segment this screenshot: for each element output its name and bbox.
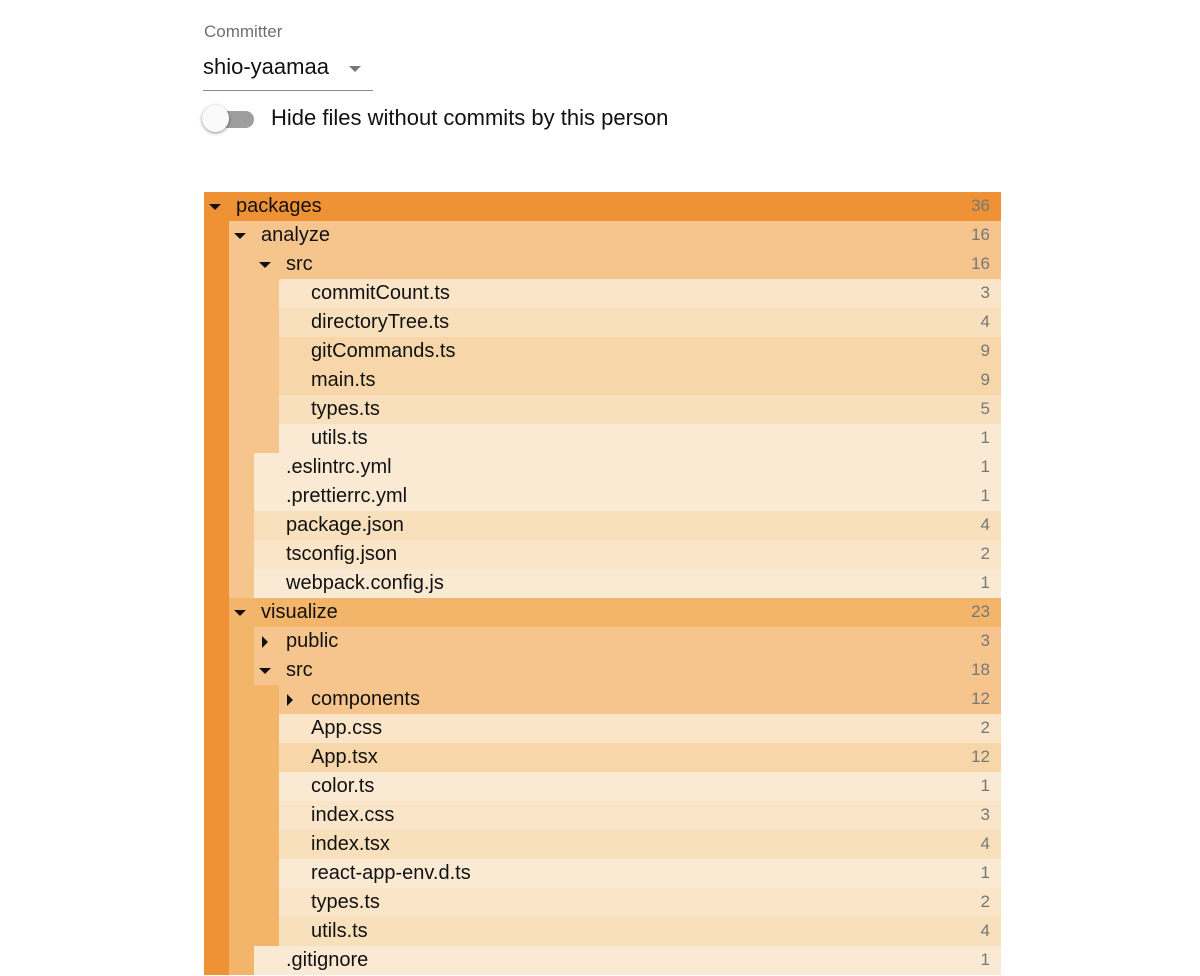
commit-count: 1 bbox=[980, 863, 990, 882]
commit-count: 1 bbox=[980, 573, 990, 592]
tree-item-name: App.css bbox=[311, 717, 383, 739]
tree-indent-guide bbox=[204, 859, 229, 888]
tree-indent-guide bbox=[204, 627, 229, 656]
tree-indent-guide bbox=[204, 772, 229, 801]
tree-indent-guide bbox=[204, 946, 229, 975]
tree-item-name: public bbox=[286, 630, 339, 652]
tree-indent-guide bbox=[229, 308, 254, 337]
tree-indent-guide bbox=[254, 772, 279, 801]
tree-indent-guide bbox=[204, 482, 229, 511]
tree-item-name: directoryTree.ts bbox=[311, 311, 450, 333]
tree-indent-guide bbox=[204, 598, 229, 627]
tree-indent-guide bbox=[254, 801, 279, 830]
tree-item-name: src bbox=[286, 253, 313, 275]
tree-item-name: webpack.config.js bbox=[286, 572, 444, 594]
tree-item-name: analyze bbox=[261, 224, 330, 246]
tree-row-bar bbox=[279, 743, 1001, 772]
commit-count: 9 bbox=[980, 370, 990, 389]
tree-indent-guide bbox=[254, 279, 279, 308]
tree-indent-guide bbox=[229, 250, 254, 279]
caret-down-icon[interactable] bbox=[208, 200, 222, 214]
commit-count: 3 bbox=[980, 805, 990, 824]
commit-count: 3 bbox=[980, 631, 990, 650]
tree-indent-guide bbox=[229, 656, 254, 685]
tree-indent-guide bbox=[254, 830, 279, 859]
tree-file-row[interactable] bbox=[204, 540, 1001, 569]
tree-indent-guide bbox=[229, 627, 254, 656]
tree-row-bar bbox=[254, 627, 1001, 656]
commit-count: 23 bbox=[971, 602, 990, 621]
tree-indent-guide bbox=[229, 366, 254, 395]
tree-indent-guide bbox=[204, 395, 229, 424]
tree-indent-guide bbox=[229, 801, 254, 830]
tree-file-row[interactable] bbox=[204, 714, 1001, 743]
tree-folder-row[interactable] bbox=[204, 627, 1001, 656]
tree-indent-guide bbox=[229, 511, 254, 540]
tree-indent-guide bbox=[204, 366, 229, 395]
tree-file-row[interactable] bbox=[204, 859, 1001, 888]
tree-indent-guide bbox=[229, 830, 254, 859]
tree-item-name: package.json bbox=[286, 514, 404, 536]
tree-indent-guide bbox=[229, 424, 254, 453]
tree-indent-guide bbox=[204, 308, 229, 337]
caret-right-icon[interactable] bbox=[258, 635, 272, 649]
tree-indent-guide bbox=[229, 946, 254, 975]
tree-indent-guide bbox=[229, 888, 254, 917]
tree-indent-guide bbox=[229, 395, 254, 424]
tree-file-row[interactable] bbox=[204, 888, 1001, 917]
tree-indent-guide bbox=[204, 714, 229, 743]
tree-item-name: utils.ts bbox=[311, 920, 368, 942]
tree-indent-guide bbox=[204, 888, 229, 917]
caret-down-icon[interactable] bbox=[233, 606, 247, 620]
tree-indent-guide bbox=[204, 917, 229, 946]
committer-value: shio-yaamaa bbox=[203, 54, 329, 79]
commit-count: 2 bbox=[980, 718, 990, 737]
tree-row-bar bbox=[279, 917, 1001, 946]
tree-indent-guide bbox=[229, 743, 254, 772]
tree-indent-guide bbox=[204, 250, 229, 279]
tree-file-row[interactable] bbox=[204, 279, 1001, 308]
tree-item-name: .prettierrc.yml bbox=[286, 485, 408, 507]
tree-file-row[interactable] bbox=[204, 743, 1001, 772]
commit-count: 1 bbox=[980, 776, 990, 795]
tree-indent-guide bbox=[229, 453, 254, 482]
directory-tree bbox=[204, 192, 1001, 975]
caret-down-icon[interactable] bbox=[258, 258, 272, 272]
tree-row-bar bbox=[279, 888, 1001, 917]
tree-folder-row[interactable] bbox=[204, 192, 1001, 221]
commit-count: 2 bbox=[980, 892, 990, 911]
tree-indent-guide bbox=[229, 917, 254, 946]
commit-count: 2 bbox=[980, 544, 990, 563]
commit-count: 18 bbox=[971, 660, 990, 679]
tree-file-row[interactable] bbox=[204, 917, 1001, 946]
tree-row-bar bbox=[254, 656, 1001, 685]
tree-indent-guide bbox=[254, 366, 279, 395]
tree-indent-guide bbox=[229, 685, 254, 714]
tree-file-row[interactable] bbox=[204, 482, 1001, 511]
chevron-down-icon bbox=[349, 66, 361, 72]
tree-file-row[interactable] bbox=[204, 453, 1001, 482]
tree-file-row[interactable] bbox=[204, 801, 1001, 830]
tree-row-bar bbox=[279, 395, 1001, 424]
committer-label: Committer bbox=[204, 22, 283, 41]
tree-file-row[interactable] bbox=[204, 337, 1001, 366]
tree-file-row[interactable] bbox=[204, 830, 1001, 859]
tree-file-row[interactable] bbox=[204, 424, 1001, 453]
commit-count: 1 bbox=[980, 428, 990, 447]
tree-row-bar bbox=[279, 772, 1001, 801]
tree-indent-guide bbox=[204, 540, 229, 569]
tree-file-row[interactable] bbox=[204, 395, 1001, 424]
commit-count: 16 bbox=[971, 254, 990, 273]
tree-item-name: components bbox=[311, 688, 420, 710]
tree-indent-guide bbox=[229, 337, 254, 366]
tree-indent-guide bbox=[254, 395, 279, 424]
tree-indent-guide bbox=[254, 917, 279, 946]
tree-row-bar bbox=[254, 250, 1001, 279]
commit-count: 16 bbox=[971, 225, 990, 244]
tree-indent-guide bbox=[229, 482, 254, 511]
hide-files-toggle[interactable] bbox=[200, 104, 258, 134]
tree-indent-guide bbox=[204, 337, 229, 366]
tree-indent-guide bbox=[204, 830, 229, 859]
tree-indent-guide bbox=[204, 685, 229, 714]
tree-file-row[interactable] bbox=[204, 946, 1001, 975]
tree-indent-guide bbox=[204, 743, 229, 772]
tree-indent-guide bbox=[254, 743, 279, 772]
tree-indent-guide bbox=[254, 424, 279, 453]
commit-count: 1 bbox=[980, 457, 990, 476]
tree-indent-guide bbox=[229, 569, 254, 598]
tree-row-bar bbox=[229, 598, 1001, 627]
tree-item-name: .eslintrc.yml bbox=[286, 456, 392, 478]
tree-item-name: color.ts bbox=[311, 775, 375, 797]
tree-item-name: src bbox=[286, 659, 313, 681]
tree-indent-guide bbox=[204, 453, 229, 482]
caret-down-icon[interactable] bbox=[233, 229, 247, 243]
tree-indent-guide bbox=[254, 888, 279, 917]
tree-indent-guide bbox=[229, 714, 254, 743]
tree-file-row[interactable] bbox=[204, 772, 1001, 801]
tree-indent-guide bbox=[254, 859, 279, 888]
commit-count: 4 bbox=[980, 312, 990, 331]
tree-item-name: visualize bbox=[261, 601, 338, 623]
commit-count: 4 bbox=[980, 515, 990, 534]
tree-indent-guide bbox=[254, 685, 279, 714]
tree-indent-guide bbox=[254, 337, 279, 366]
commit-count: 4 bbox=[980, 921, 990, 940]
tree-file-row[interactable] bbox=[204, 569, 1001, 598]
commit-count: 1 bbox=[980, 486, 990, 505]
tree-file-row[interactable] bbox=[204, 308, 1001, 337]
tree-folder-row[interactable] bbox=[204, 685, 1001, 714]
commit-count: 12 bbox=[971, 747, 990, 766]
tree-item-name: utils.ts bbox=[311, 427, 368, 449]
tree-item-name: commitCount.ts bbox=[311, 282, 450, 304]
tree-item-name: main.ts bbox=[311, 369, 376, 391]
tree-indent-guide bbox=[204, 656, 229, 685]
tree-indent-guide bbox=[254, 714, 279, 743]
tree-file-row[interactable] bbox=[204, 511, 1001, 540]
commit-count: 4 bbox=[980, 834, 990, 853]
tree-row-bar bbox=[279, 366, 1001, 395]
tree-indent-guide bbox=[229, 279, 254, 308]
tree-folder-row[interactable] bbox=[204, 250, 1001, 279]
tree-indent-guide bbox=[229, 540, 254, 569]
hide-files-toggle-label: Hide files without commits by this person bbox=[271, 105, 669, 130]
tree-item-name: gitCommands.ts bbox=[311, 340, 456, 362]
tree-folder-row[interactable] bbox=[204, 656, 1001, 685]
committer-select[interactable] bbox=[203, 50, 373, 91]
tree-item-name: react-app-env.d.ts bbox=[311, 862, 471, 884]
tree-item-name: packages bbox=[236, 195, 322, 217]
tree-indent-guide bbox=[229, 772, 254, 801]
tree-indent-guide bbox=[204, 801, 229, 830]
tree-row-bar bbox=[229, 221, 1001, 250]
tree-item-name: types.ts bbox=[311, 398, 380, 420]
commit-count: 3 bbox=[980, 283, 990, 302]
tree-indent-guide bbox=[204, 221, 229, 250]
tree-indent-guide bbox=[204, 569, 229, 598]
tree-row-bar bbox=[279, 424, 1001, 453]
tree-item-name: index.css bbox=[311, 804, 395, 826]
tree-row-bar bbox=[204, 192, 1001, 221]
tree-item-name: tsconfig.json bbox=[286, 543, 398, 565]
toggle-thumb bbox=[202, 105, 229, 132]
tree-indent-guide bbox=[229, 859, 254, 888]
tree-item-name: index.tsx bbox=[311, 833, 390, 855]
tree-item-name: App.tsx bbox=[311, 746, 378, 768]
caret-right-icon[interactable] bbox=[283, 693, 297, 707]
tree-file-row[interactable] bbox=[204, 366, 1001, 395]
tree-item-name: .gitignore bbox=[286, 949, 369, 971]
tree-folder-row[interactable] bbox=[204, 598, 1001, 627]
tree-indent-guide bbox=[204, 279, 229, 308]
tree-folder-row[interactable] bbox=[204, 221, 1001, 250]
caret-down-icon[interactable] bbox=[258, 664, 272, 678]
commit-count: 12 bbox=[971, 689, 990, 708]
tree-row-bar bbox=[279, 714, 1001, 743]
commit-count: 5 bbox=[980, 399, 990, 418]
commit-count: 1 bbox=[980, 950, 990, 969]
commit-count: 36 bbox=[971, 196, 990, 215]
tree-indent-guide bbox=[204, 424, 229, 453]
tree-indent-guide bbox=[254, 308, 279, 337]
tree-item-name: types.ts bbox=[311, 891, 380, 913]
tree-indent-guide bbox=[204, 511, 229, 540]
commit-count: 9 bbox=[980, 341, 990, 360]
